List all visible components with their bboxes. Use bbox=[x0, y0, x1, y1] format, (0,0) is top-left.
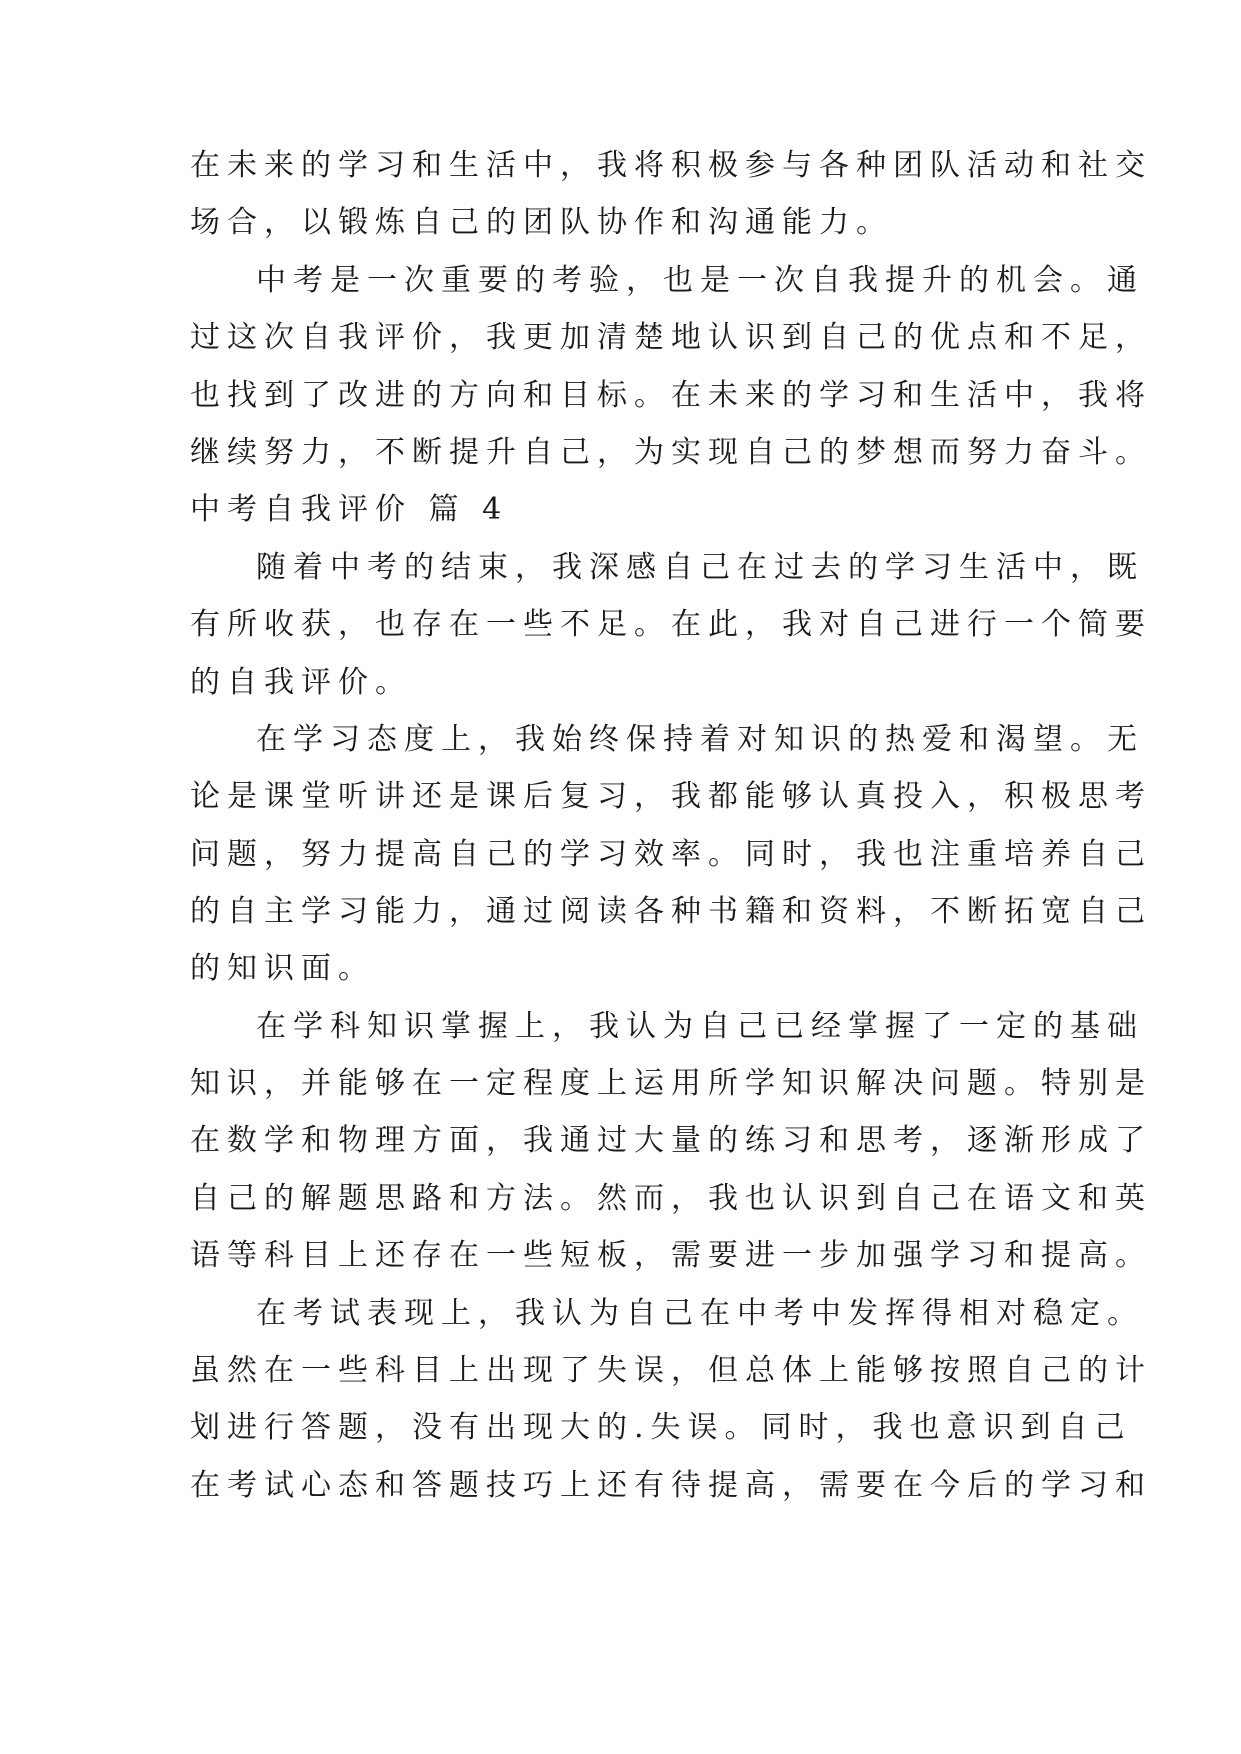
text-line: 的自我评价。 bbox=[190, 665, 412, 700]
text-line: 继续努力，不断提升自己，为实现自己的梦想而努力奋斗。 bbox=[190, 435, 1152, 470]
paragraph-start-line: 中考是一次重要的考验，也是一次自我提升的机会。通 bbox=[256, 263, 1144, 298]
text-line: 在数学和物理方面，我通过大量的练习和思考，逐渐形成了 bbox=[190, 1123, 1152, 1158]
text-line: 知识，并能够在一定程度上运用所学知识解决问题。特别是 bbox=[190, 1066, 1152, 1101]
text-line: 的自主学习能力，通过阅读各种书籍和资料，不断拓宽自己 bbox=[190, 894, 1152, 929]
paragraph-start-line: 在学科知识掌握上，我认为自己已经掌握了一定的基础 bbox=[256, 1009, 1144, 1044]
text-line: 划进行答题，没有出现大的.失误。同时，我也意识到自己 bbox=[190, 1410, 1132, 1445]
text-line: 过这次自我评价，我更加清楚地认识到自己的优点和不足， bbox=[190, 320, 1152, 355]
text-line: 虽然在一些科目上出现了失误，但总体上能够按照自己的计 bbox=[190, 1353, 1152, 1388]
text-line: 场合，以锻炼自己的团队协作和沟通能力。 bbox=[190, 205, 893, 240]
text-line: 在考试心态和答题技巧上还有待提高，需要在今后的学习和 bbox=[190, 1468, 1152, 1503]
text-line: 语等科目上还存在一些短板，需要进一步加强学习和提高。 bbox=[190, 1238, 1152, 1273]
paragraph-start-line: 在学习态度上，我始终保持着对知识的热爱和渴望。无 bbox=[256, 722, 1144, 757]
text-line: 有所收获，也存在一些不足。在此，我对自己进行一个简要 bbox=[190, 607, 1152, 642]
text-line: 问题，努力提高自己的学习效率。同时，我也注重培养自己 bbox=[190, 837, 1152, 872]
text-line: 的知识面。 bbox=[190, 951, 375, 986]
text-line: 在未来的学习和生活中，我将积极参与各种团队活动和社交 bbox=[190, 148, 1152, 183]
text-line: 也找到了改进的方向和目标。在未来的学习和生活中，我将 bbox=[190, 378, 1152, 413]
paragraph-start-line: 在考试表现上，我认为自己在中考中发挥得相对稳定。 bbox=[256, 1296, 1144, 1331]
section-heading: 中考自我评价 篇 4 bbox=[190, 492, 509, 527]
paragraph-start-line: 随着中考的结束，我深感自己在过去的学习生活中，既 bbox=[256, 550, 1144, 585]
text-line: 论是课堂听讲还是课后复习，我都能够认真投入，积极思考 bbox=[190, 779, 1152, 814]
text-line: 自己的解题思路和方法。然而，我也认识到自己在语文和英 bbox=[190, 1181, 1152, 1216]
